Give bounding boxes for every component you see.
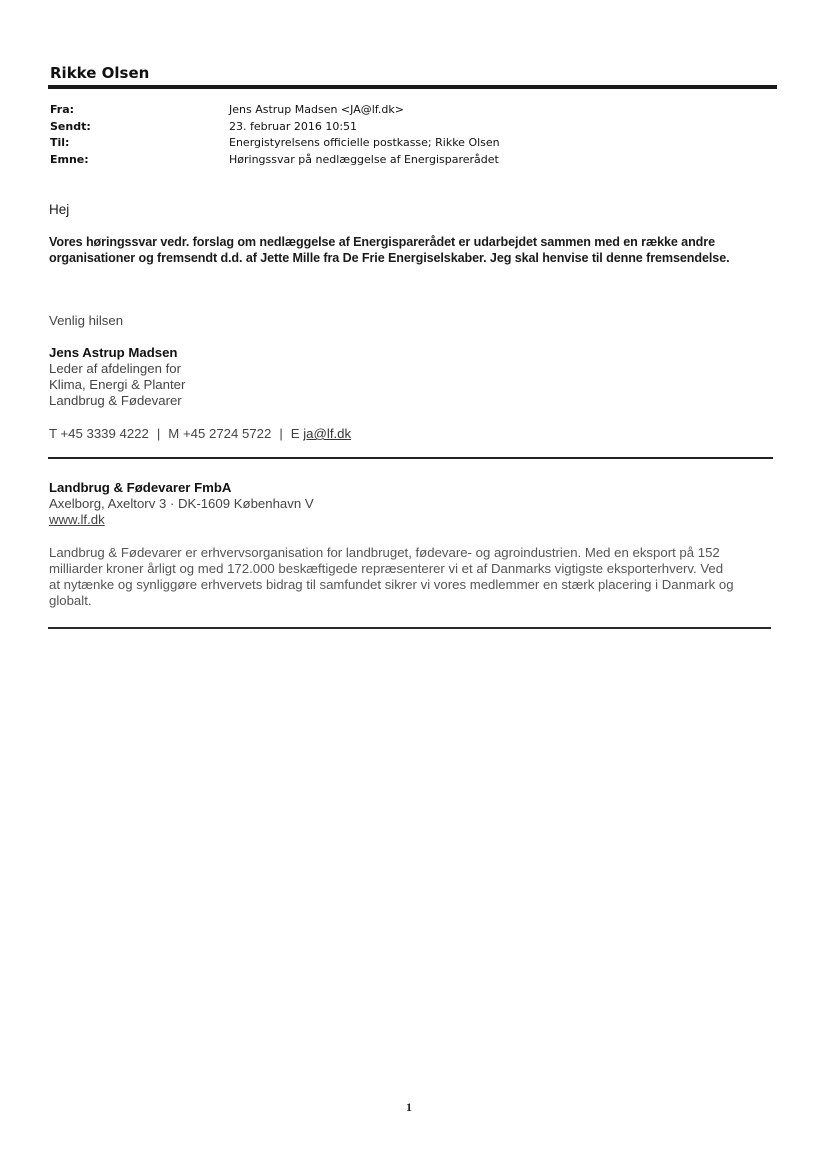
company-address: Axelborg, Axeltorv 3 · DK-1609 København V	[49, 496, 314, 511]
page-number: 1	[406, 1100, 412, 1114]
sent-label: Sendt:	[50, 119, 91, 133]
signature-organization: Landbrug & Fødevarer	[49, 393, 182, 408]
signature-title-line: Klima, Energi & Planter	[49, 377, 186, 392]
company-name: Landbrug & Fødevarer FmbA	[49, 480, 232, 495]
closing: Venlig hilsen	[49, 313, 124, 328]
mobile-number: M +45 2724 5722	[168, 426, 272, 441]
to-value: Energistyrelsens officielle postkasse; Rikke Olsen	[229, 136, 500, 149]
footer-divider	[48, 627, 771, 629]
sent-value: 23. februar 2016 10:51	[229, 119, 358, 133]
mailbox-owner-name: Rikke Olsen	[50, 64, 150, 82]
email-link[interactable]: ja@lf.dk	[303, 426, 352, 441]
from-label: Fra:	[50, 103, 75, 116]
header-divider	[48, 85, 777, 89]
email-prefix: E	[290, 426, 300, 441]
to-label: Til:	[50, 136, 70, 149]
to-row	[50, 135, 500, 152]
phone-number: T +45 3339 4222	[49, 426, 149, 441]
contact-line	[49, 426, 351, 441]
signature-title-line: Leder af afdelingen for	[49, 361, 181, 376]
company-description-line: milliarder kroner årligt og med 172.000 beskæftigede repræsenterer vi et af Danmarks vigtigste eksporterhverv. Ved	[49, 561, 724, 576]
subject-row	[50, 152, 500, 169]
sent-row	[50, 119, 500, 136]
company-block	[49, 480, 314, 528]
signature-block	[49, 345, 185, 409]
message-body-line: Vores høringssvar vedr. forslag om nedlæggelse af Energisparerådet er udarbejdet sammen med en række andre	[49, 235, 715, 249]
signature-name: Jens Astrup Madsen	[49, 345, 178, 360]
contact-separator: |	[279, 426, 283, 441]
website-link[interactable]: www.lf.dk	[49, 512, 105, 527]
greeting: Hej	[49, 202, 70, 217]
signature-divider	[48, 457, 773, 459]
company-description	[49, 545, 779, 609]
message-body	[49, 234, 789, 266]
company-description-line: at nytænke og synliggøre erhvervets bidrag til samfundet sikrer vi vores medlemmer en stærk placering i Danmark og	[49, 577, 734, 592]
from-row	[50, 102, 500, 119]
subject-value: Høringssvar på nedlæggelse af Energisparerådet	[229, 152, 499, 166]
subject-label: Emne:	[50, 152, 89, 166]
message-body-line: organisationer og fremsendt d.d. af Jette Mille fra De Frie Energiselskaber. Jeg skal henvise til denne fremsendelse.	[49, 251, 730, 265]
company-description-line: globalt.	[49, 593, 92, 608]
company-description-line: Landbrug & Fødevarer er erhvervsorganisation for landbruget, fødevare- og agroindustrien. Med en eksport på 152	[49, 545, 720, 560]
email-metadata	[50, 102, 500, 168]
from-value: Jens Astrup Madsen <JA@lf.dk>	[229, 103, 404, 116]
contact-separator: |	[156, 426, 161, 441]
